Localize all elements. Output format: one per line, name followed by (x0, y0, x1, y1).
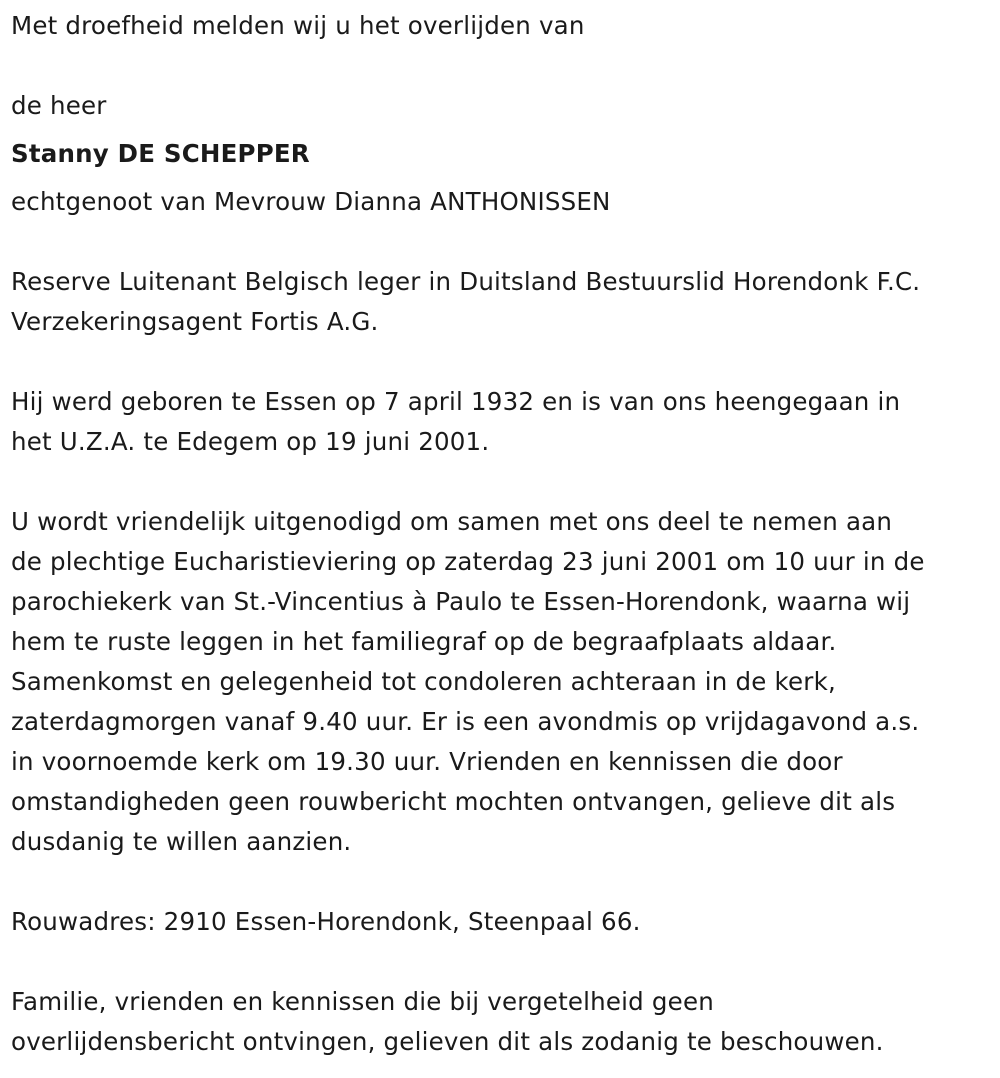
ceremony-line-2: de plechtige Eucharistieviering op zaterdag 23 juni 2001 om 10 uur in de (11, 547, 925, 576)
birth-death-line-2: het U.Z.A. te Edegem op 19 juni 2001. (11, 427, 490, 456)
honorific: de heer (11, 91, 107, 120)
career-line-2: Verzekeringsagent Fortis A.G. (11, 307, 379, 336)
intro-text: Met droefheid melden wij u het overlijden van (11, 11, 585, 40)
ceremony-line-4: hem te ruste leggen in het familiegraf op de begraafplaats aldaar. (11, 627, 837, 656)
closing-line-2: overlijdensbericht ontvingen, gelieven dit als zodanig te beschouwen. (11, 1027, 884, 1056)
closing-line-1: Familie, vrienden en kennissen die bij vergetelheid geen (11, 987, 714, 1016)
birth-death-line-1: Hij werd geboren te Essen op 7 april 1932 en is van ons heengegaan in (11, 387, 901, 416)
ceremony-line-6: zaterdagmorgen vanaf 9.40 uur. Er is een avondmis op vrijdagavond a.s. (11, 707, 920, 736)
ceremony-line-5: Samenkomst en gelegenheid tot condoleren achteraan in de kerk, (11, 667, 836, 696)
career-line-1: Reserve Luitenant Belgisch leger in Duitsland Bestuurslid Horendonk F.C. (11, 267, 921, 296)
ceremony-line-8: omstandigheden geen rouwbericht mochten ontvangen, gelieve dit als (11, 787, 896, 816)
deceased-name: Stanny DE SCHEPPER (11, 139, 310, 168)
mourning-address: Rouwadres: 2910 Essen-Horendonk, Steenpaal 66. (11, 907, 641, 936)
ceremony-line-7: in voornoemde kerk om 19.30 uur. Vrienden en kennissen die door (11, 747, 843, 776)
ceremony-line-9: dusdanig te willen aanzien. (11, 827, 352, 856)
spouse-line: echtgenoot van Mevrouw Dianna ANTHONISSEN (11, 187, 611, 216)
ceremony-line-1: U wordt vriendelijk uitgenodigd om samen met ons deel te nemen aan (11, 507, 893, 536)
ceremony-line-3: parochiekerk van St.-Vincentius à Paulo te Essen-Horendonk, waarna wij (11, 587, 911, 616)
